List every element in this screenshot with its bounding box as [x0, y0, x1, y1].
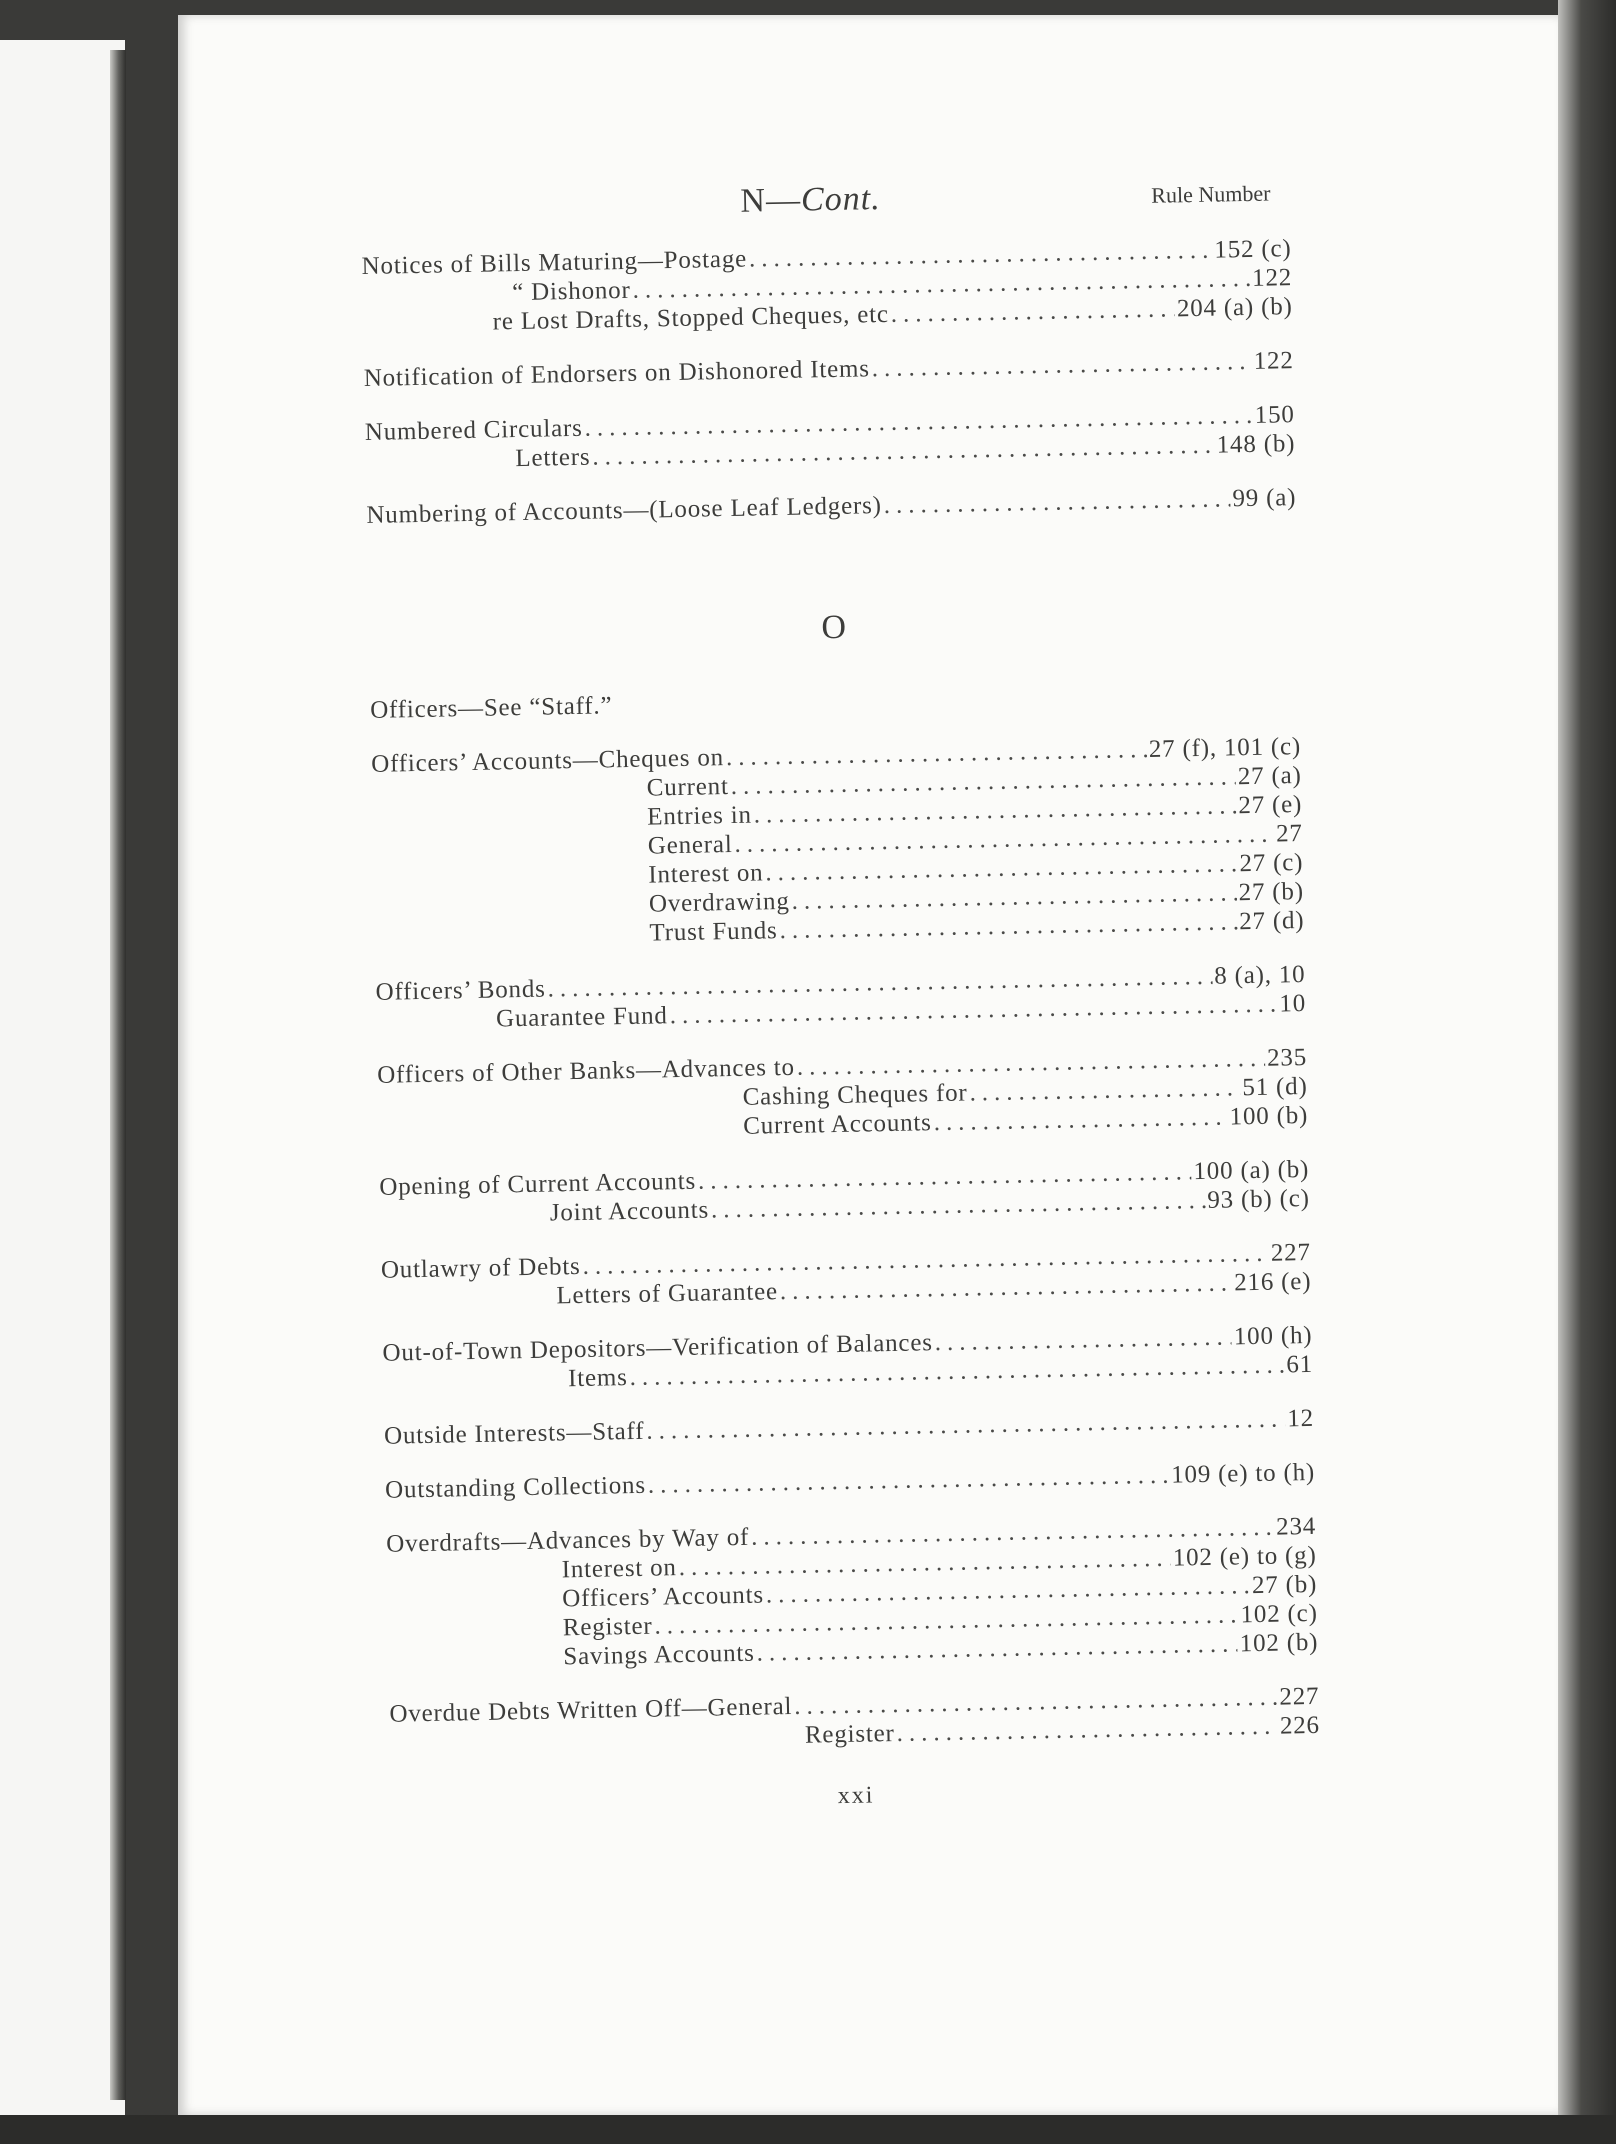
facing-page-edge [0, 40, 125, 2120]
rule-number: 102 (c) [1240, 1599, 1318, 1629]
page-folio: xxi [837, 1782, 875, 1810]
entry-label: Register [804, 1720, 895, 1749]
rule-number: 102 (b) [1239, 1628, 1319, 1658]
rule-number: 27 (a) [1237, 762, 1302, 791]
entry-label: Interest on [561, 1554, 677, 1584]
entry-label: Joint Accounts [549, 1196, 710, 1227]
entry-label: Cashing Cheques for [742, 1079, 968, 1111]
rule-number: 148 (b) [1216, 430, 1296, 459]
rule-number: 152 (c) [1214, 235, 1292, 264]
entry-label: “ Dishonor [511, 276, 631, 307]
entry-label: Register [562, 1612, 653, 1642]
entry-label: Notices of Bills Maturing—Postage [361, 245, 748, 280]
dot-leader [871, 347, 1252, 383]
entry-label: Overdrafts—Advances by Way of [385, 1523, 750, 1558]
rule-number: 27 (b) [1238, 878, 1305, 907]
section-suffix: Cont. [800, 180, 881, 219]
index-entry [370, 678, 1300, 725]
entry-label: Current [646, 773, 729, 802]
entry-label: Overdrawing [648, 887, 790, 918]
rule-number: 93 (b) (c) [1207, 1184, 1310, 1214]
index-entry [364, 346, 1294, 393]
rule-number: 27 (c) [1239, 849, 1304, 878]
rule-number: 61 [1286, 1350, 1314, 1379]
rule-number: 27 [1275, 820, 1303, 848]
dot-leader [883, 484, 1230, 520]
entry-label: Overdue Debts Written Off—General [389, 1692, 793, 1728]
entry-label: General [647, 830, 733, 860]
index-entry-group [364, 346, 1294, 393]
entry-label: Outstanding Collections [384, 1471, 647, 1504]
entry-label: Out-of-Town Depositors—Verification of Balances [382, 1329, 933, 1367]
index-entry-group [366, 483, 1296, 530]
index-entry-group [379, 1155, 1310, 1231]
rule-number: 27 (b) [1251, 1570, 1318, 1600]
rule-number: 234 [1275, 1512, 1317, 1541]
entry-label: Officers’ Accounts—Cheques on [370, 744, 725, 778]
entry-label: Officers’ Accounts [562, 1581, 765, 1613]
entry-label: Items [567, 1364, 628, 1393]
index-entry [366, 483, 1296, 530]
entry-label: Officers—See “Staff.” [369, 692, 613, 724]
entry-label: Officers of Other Banks—Advances to [376, 1053, 796, 1089]
dot-leader [890, 294, 1175, 328]
rule-number: 122 [1251, 264, 1293, 292]
entry-label: Trust Funds [649, 917, 778, 947]
entry-label: Savings Accounts [563, 1639, 755, 1671]
entry-label: Opening of Current Accounts [379, 1167, 697, 1201]
rule-number: 227 [1279, 1682, 1320, 1711]
rule-number: 27 (e) [1238, 791, 1303, 820]
rule-number: 99 (a) [1232, 484, 1297, 513]
index-entry-group [386, 1512, 1319, 1675]
entry-label: Letters of Guarantee [556, 1278, 779, 1310]
index-entry-group [381, 1238, 1312, 1314]
index-entry-group [377, 1043, 1308, 1148]
rule-number: 235 [1266, 1043, 1308, 1072]
section-letter: N— [740, 181, 802, 220]
index-entry-group [382, 1321, 1313, 1397]
entry-label: Entries in [647, 801, 753, 831]
index-entry-group [384, 1404, 1314, 1451]
entry-label: Notification of Endorsers on Dishonored Items [363, 355, 871, 392]
rule-number: 27 (f), 101 (c) [1148, 733, 1302, 763]
rule-number: 226 [1279, 1711, 1321, 1740]
section-o-heading: O [821, 608, 847, 647]
entry-label: Numbered Circulars [364, 414, 583, 446]
index-entry [384, 1404, 1314, 1451]
index-entry [385, 1458, 1315, 1505]
rule-number: 12 [1287, 1404, 1315, 1433]
entry-label: Officers’ Bonds [375, 975, 546, 1006]
rule-number: 100 (a) (b) [1193, 1155, 1310, 1186]
index-entry-group [365, 400, 1296, 476]
rule-number: 102 (e) to (g) [1172, 1541, 1317, 1572]
dot-leader [933, 1103, 1228, 1138]
entry-label: Interest on [648, 859, 764, 889]
index-content [360, 162, 1321, 1819]
entry-label: Letters [515, 443, 591, 473]
index-entry-group [385, 1458, 1315, 1505]
rule-number: 150 [1254, 401, 1295, 429]
index-section-o [370, 678, 1320, 1758]
index-section-n [361, 234, 1296, 530]
rule-number: 216 (e) [1233, 1267, 1312, 1297]
dot-leader [896, 1712, 1278, 1748]
index-entry-group [371, 732, 1305, 953]
rule-number: 109 (e) to (h) [1170, 1458, 1316, 1489]
rule-number: 8 (a), 10 [1213, 960, 1306, 990]
entry-label: re Lost Drafts, Stopped Cheques, etc [492, 300, 890, 336]
book-cover-edge [1558, 0, 1616, 2144]
section-heading [740, 180, 881, 221]
rule-number: 227 [1270, 1238, 1312, 1267]
index-entry-group [389, 1682, 1320, 1758]
index-entry-group [370, 678, 1300, 725]
book-gutter [110, 50, 126, 2100]
entry-label: Numbering of Accounts—(Loose Leaf Ledgers) [366, 492, 882, 529]
rule-number: 100 (b) [1229, 1101, 1309, 1131]
index-entry-group [361, 234, 1292, 339]
entry-label: Outside Interests—Staff [383, 1417, 645, 1450]
index-entry-group [375, 960, 1306, 1036]
rule-number: 10 [1279, 989, 1307, 1018]
dot-leader [648, 1461, 1170, 1500]
entry-label: Outlawry of Debts [380, 1252, 581, 1284]
rule-number: 27 (d) [1238, 907, 1305, 936]
entry-label: Guarantee Fund [495, 1002, 668, 1033]
scan-bottom-edge [0, 2115, 1616, 2144]
rule-number: 100 (h) [1233, 1321, 1313, 1351]
rule-number: 51 (d) [1242, 1072, 1308, 1102]
rule-number-label: Rule Number [1151, 180, 1271, 208]
rule-number: 122 [1253, 347, 1294, 375]
dot-leader [646, 1404, 1286, 1445]
rule-number: 204 (a) (b) [1176, 293, 1293, 323]
entry-label: Current Accounts [742, 1109, 932, 1140]
